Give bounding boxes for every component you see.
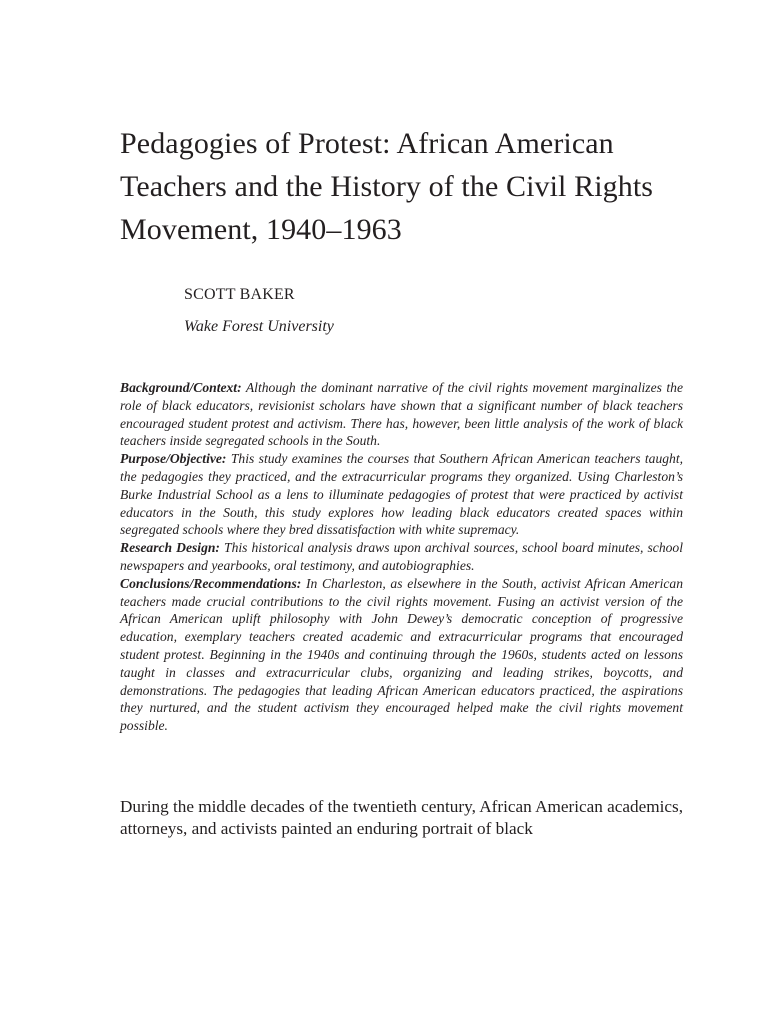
abstract-label: Purpose/Objective: <box>120 451 227 467</box>
abstract-background <box>120 379 683 450</box>
abstract-label: Research Design: <box>120 540 220 556</box>
article-title: Pedagogies of Protest: African American Teachers and the History of the Civil Rights Movement, 1940–1963 <box>120 127 654 246</box>
abstract-text: Although the dominant narrative of the civil rights movement marginalizes the role of black educators, revisionist scholars have shown that a significant number of black teachers encouraged student protest and activism. There has, however, been little analysis of the work of black teachers inside segregated schools in the South. <box>120 380 684 449</box>
abstract-research-design <box>120 539 683 575</box>
abstract-conclusions <box>120 575 683 735</box>
abstract <box>120 379 683 735</box>
author-affiliation: Wake Forest University <box>184 318 334 335</box>
body-paragraph: During the middle decades of the twentieth century, African American academics, attorneys, and activists painted an enduring portrait of black <box>120 797 683 838</box>
abstract-text: This historical analysis draws upon archival sources, school board minutes, school newspapers and yearbooks, oral testimony, and autobiographies. <box>120 540 683 573</box>
abstract-label: Background/Context: <box>120 380 242 395</box>
author-name: SCOTT BAKER <box>184 286 295 303</box>
abstract-purpose <box>120 450 683 539</box>
abstract-text: In Charleston, as elsewhere in the South, activist African American teachers made crucial contributions to the civil rights movement. Fusing an activist version of the African American uplift philosophy with John Dewey’s democratic conception of progressive education, exemplary teachers created academic and extracurricular programs that encouraged student protest. Beginning in the 1940s and continuing through the 1960s, students acted on lessons taught in classes and extracurricular clubs, organizing and leading strikes, boycotts, and demonstrations. The pedagogies that leading African American educators practiced, the aspirations they nurtured, and the student activism they encouraged helped make the civil rights movement possible. <box>120 575 683 734</box>
abstract-label: Conclusions/Recommendations: <box>120 575 302 591</box>
abstract-text: This study examines the courses that Southern African American teachers taught, the pedagogies they practiced, and the extracurricular programs they organized. Using Charleston’s Burke Industrial School as a lens to illuminate pedagogies of protest that were practiced by activist educators in the South, this study explores how leading black educators created spaces within segregated schools where they bred dissatisfaction with white supremacy. <box>120 451 684 538</box>
